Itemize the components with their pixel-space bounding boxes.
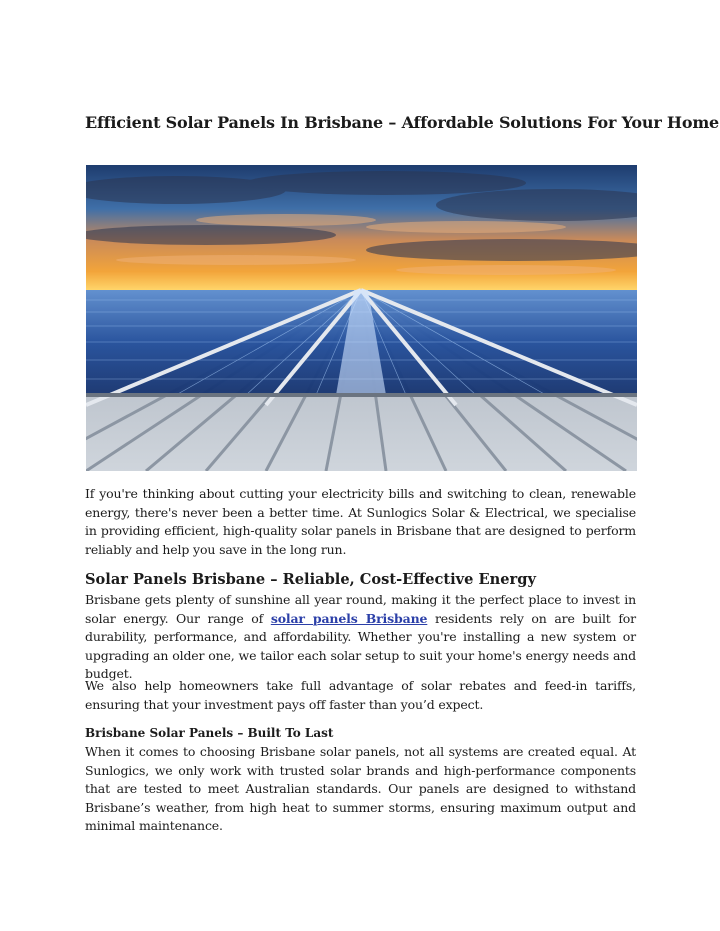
page-title: Efficient Solar Panels In Brisbane – Affordable Solutions For Your Home <box>85 113 720 132</box>
solar-panels-brisbane-link[interactable]: solar panels Brisbane <box>270 610 428 626</box>
section1-paragraph1-before-link: Brisbane gets plenty of sunshine all year round, making it the perfect place to invest in solar energy. Our range of <box>85 592 636 626</box>
intro-paragraph: If you're thinking about cutting your electricity bills and switching to clean, renewable energy, there's never been a better time. At Sunlogics Solar & Electrical, we specialise in providing efficient, high-quality solar panels in Brisbane that are designed to perform reliably and help you save in the long run. <box>85 486 636 557</box>
section1-paragraph1 <box>85 591 636 684</box>
section1-heading: Solar Panels Brisbane – Reliable, Cost-Effective Energy <box>85 571 536 588</box>
section2-paragraph: When it comes to choosing Brisbane solar panels, not all systems are created equal. At Sunlogics, we only work with trusted solar brands and high-performance components that are tested to meet Australian standards. Our panels are designed to withstand Brisbane’s weather, from high heat to summer storms, ensuring maximum output and minimal maintenance. <box>85 744 636 833</box>
section1-paragraph2: We also help homeowners take full advantage of solar rebates and feed-in tariffs, ensuring that your investment pays off faster than you’d expect. <box>85 678 636 712</box>
section1-paragraph1-after-link: residents rely on are built for durability, performance, and affordability. Whether you're installing a new system or upgrading an older one, we tailor each solar setup to suit your home's energy needs and budget. <box>85 610 636 681</box>
section2-heading: Brisbane Solar Panels – Built To Last <box>85 726 334 740</box>
hero-image-solar-panels-sunset <box>86 165 637 471</box>
solar-panels-illustration <box>86 165 637 471</box>
